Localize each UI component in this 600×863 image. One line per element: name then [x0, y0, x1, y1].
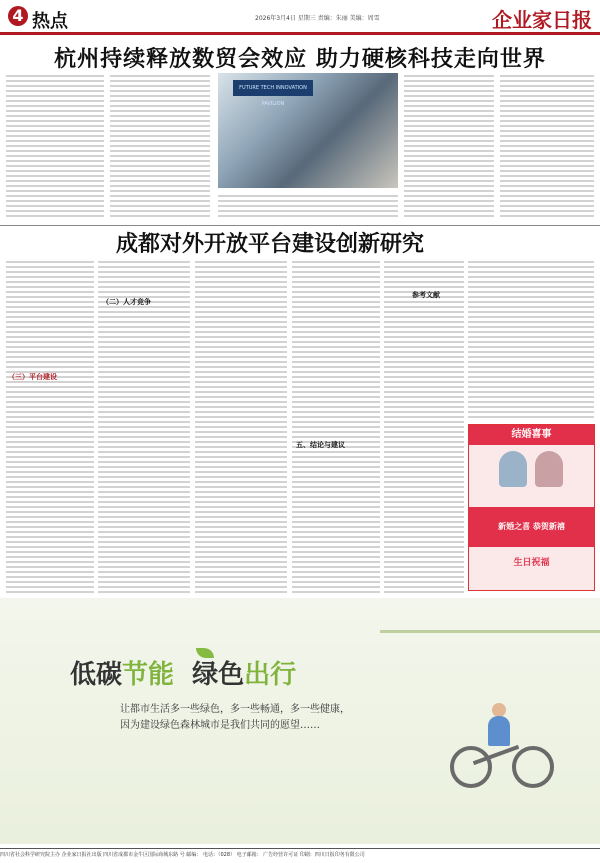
banner-title-part4: 出行 — [244, 660, 297, 690]
ad-bottom-title: 生日祝福 — [513, 558, 550, 568]
banner-title — [70, 654, 296, 691]
article1-column-1 — [6, 72, 104, 220]
article1-column-5 — [500, 72, 594, 220]
banner-title-part3: 绿色 — [192, 660, 245, 690]
cyclist-icon — [488, 716, 510, 746]
article1-column-4 — [404, 72, 494, 220]
subhead-talent: （二）人才竞争 — [102, 298, 151, 306]
banner-slogan-line2: 因为建设绿色森林城市是我们共同的愿望…… — [120, 720, 320, 731]
article2-headline: 成都对外开放平台建设创新研究 — [115, 231, 424, 257]
article1-headline: 杭州持续释放数贸会效应 助力硬核科技走向世界 — [54, 46, 546, 72]
article2-column-1 — [6, 258, 94, 594]
page-number-badge: 4 — [8, 6, 28, 26]
page-header — [0, 0, 600, 35]
article1-column-2 — [110, 72, 210, 220]
banner-slogan-line1: 让都市生活多一些绿色，多一些畅通，多一些健康， — [120, 704, 350, 715]
ad-band: 新婚之喜 恭贺新禧 — [469, 507, 594, 547]
article2-column-2 — [98, 258, 190, 594]
groom-photo — [499, 451, 527, 487]
article-divider — [0, 225, 600, 226]
banner-title-part1: 低碳 — [70, 660, 123, 690]
article2-column-5 — [384, 258, 464, 594]
issue-meta: 2026年3月4日 星期三 责编：朱丽 美编：周雪 — [255, 15, 380, 22]
banner-title-part2: 节能 — [122, 660, 175, 690]
article2-column-4 — [292, 258, 380, 594]
bicycle-wheel-icon — [450, 746, 492, 788]
ad-title: 结婚喜事 — [469, 425, 594, 445]
article2-column-6 — [468, 258, 594, 420]
header-rule — [0, 32, 600, 35]
subhead-conclusion: 五、结论与建议 — [296, 441, 345, 449]
bicycle-wheel-icon — [512, 746, 554, 788]
photo-caption — [218, 192, 398, 220]
banner-deco-line — [380, 630, 600, 633]
celebration-ad — [468, 424, 595, 591]
cyclist-head-icon — [492, 703, 506, 717]
page-footer: 四川省社会科学研究院主办 企业家日报社出版 四川省成都市金牛区国际商城东路 号 邮编： 电话：（028） 电子邮箱： 广告经营许可证 印刷：四川日报印务有限公司 — [0, 848, 600, 863]
article2-column-3 — [195, 258, 287, 594]
subhead-references: 参考文献 — [412, 291, 440, 299]
newspaper-name: 企业家日报 — [492, 8, 592, 32]
photo-sign-text: FUTURE TECH INNOVATION PAVILION — [233, 80, 313, 96]
section-title: 热点 — [32, 11, 68, 32]
bride-photo — [535, 451, 563, 487]
subhead-platform: （三）平台建设 — [8, 373, 57, 381]
